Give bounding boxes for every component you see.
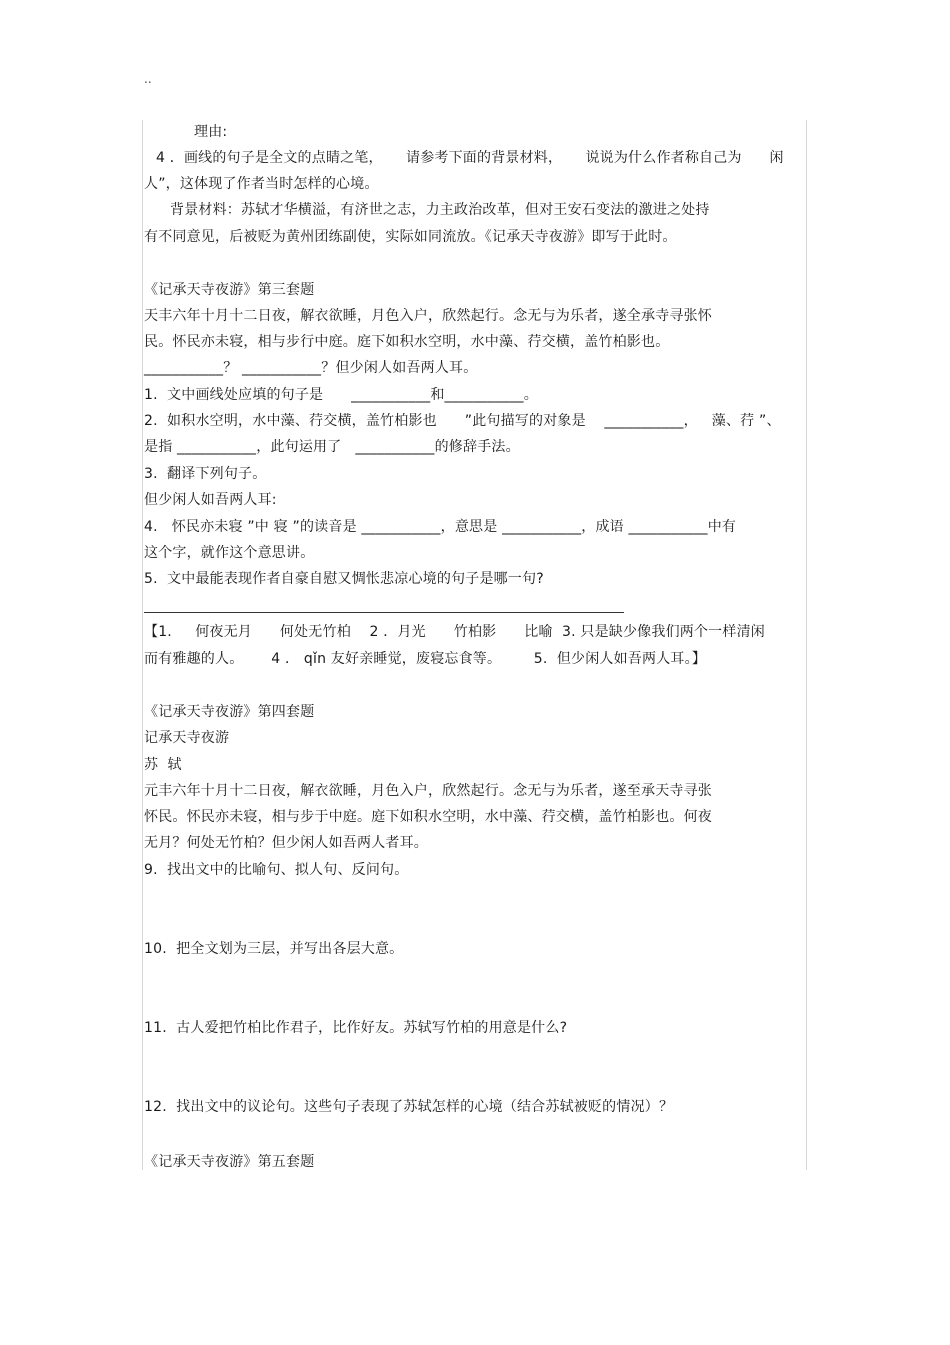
set4-text-line3: 无月？何处无竹柏？但少闲人如吾两人者耳。: [144, 835, 428, 851]
header-dots: ..: [144, 72, 152, 86]
set4-text-line1: 元丰六年十月十二日夜，解衣欲睡，月色入户，欣然起行。念无与为乐者，遂至承天寺寻张: [144, 783, 712, 799]
set4-q9: 9. 找出文中的比喻句、拟人句、反问句。: [144, 862, 409, 878]
right-margin-rule: [806, 120, 807, 1170]
background-material-line2: 有不同意见，后被贬为黄州团练副使，实际如同流放。《记承天寺夜游》即写于此时。: [144, 229, 677, 245]
set3-answer-line2: 而有雅趣的人。 4 ． qǐn 友好亲睡觉，废寝忘食等。 5. 但少闲人如吾两人耳。】: [144, 651, 707, 667]
set3-title: 《记承天寺夜游》第三套题: [144, 282, 315, 298]
set3-answer-line1: 【1. 何夜无月 何处无竹柏 2 ．月光 竹柏影 比喻 3. 只是缺少像我们两个一样清闲: [144, 624, 765, 640]
set3-q2-line2: 是指 ___________，此句运用了 ___________的修辞手法。: [144, 439, 520, 455]
prev-q4-line1: 4 ．画线的句子是全文的点睛之笔， 请参考下面的背景材料， 说说为什么作者称自己为 闲: [156, 150, 784, 166]
background-material-line1: 背景材料：苏轼才华横溢，有济世之志，力主政治改革，但对王安石变法的激进之处持: [170, 202, 710, 218]
set3-q3: 3. 翻译下列句子。: [144, 466, 267, 482]
set3-text-line3: ___________？ ___________？但少闲人如吾两人耳。: [144, 360, 478, 376]
set3-text-line2: 民。怀民亦未寝，相与步行中庭。庭下如积水空明，水中藻、荇交横，盖竹柏影也。: [144, 334, 670, 350]
reason-label: 理由:: [194, 124, 228, 140]
set3-q4-line2: 这个字，就作这个意思讲。: [144, 545, 315, 561]
set4-essay-title: 记承天寺夜游: [144, 730, 230, 746]
set3-q5: 5. 文中最能表现作者自豪自慰又惆怅悲凉心境的句子是哪一句?: [144, 571, 544, 587]
set4-author: 苏 轼: [144, 757, 182, 773]
set4-q12: 12. 找出文中的议论句。这些句子表现了苏轼怎样的心境（结合苏轼被贬的情况）？: [144, 1099, 674, 1115]
set5-title: 《记承天寺夜游》第五套题: [144, 1154, 315, 1170]
answer-blank-line: [144, 612, 624, 613]
set4-text-line2: 怀民。怀民亦未寝，相与步于中庭。庭下如积水空明，水中藻、荇交横，盖竹柏影也。何夜: [144, 809, 712, 825]
set3-q2-line1: 2. 如积水空明，水中藻、荇交横，盖竹柏影也 ”此句描写的对象是 ___________， 藻、荇 ”、: [144, 413, 781, 429]
set4-q10: 10. 把全文划为三层，并写出各层大意。: [144, 941, 404, 957]
set4-q11: 11. 古人爱把竹柏比作君子，比作好友。苏轼写竹柏的用意是什么?: [144, 1020, 568, 1036]
set3-text-line1: 天丰六年十月十二日夜，解衣欲睡，月色入户，欣然起行。念无与为乐者，遂全承寺寻张怀: [144, 308, 712, 324]
set3-q3-sentence: 但少闲人如吾两人耳:: [144, 492, 277, 508]
set3-q4-line1: 4. 怀民亦未寝 ”中 寝 ”的读音是 ___________，意思是 ___________，成语 ___________中有: [144, 519, 737, 535]
set3-q1: 1. 文中画线处应填的句子是 ___________和___________。: [144, 387, 538, 403]
prev-q4-line2: 人”，这体现了作者当时怎样的心境。: [144, 176, 379, 192]
set4-title: 《记承天寺夜游》第四套题: [144, 704, 315, 720]
left-margin-rule: [142, 120, 143, 1170]
